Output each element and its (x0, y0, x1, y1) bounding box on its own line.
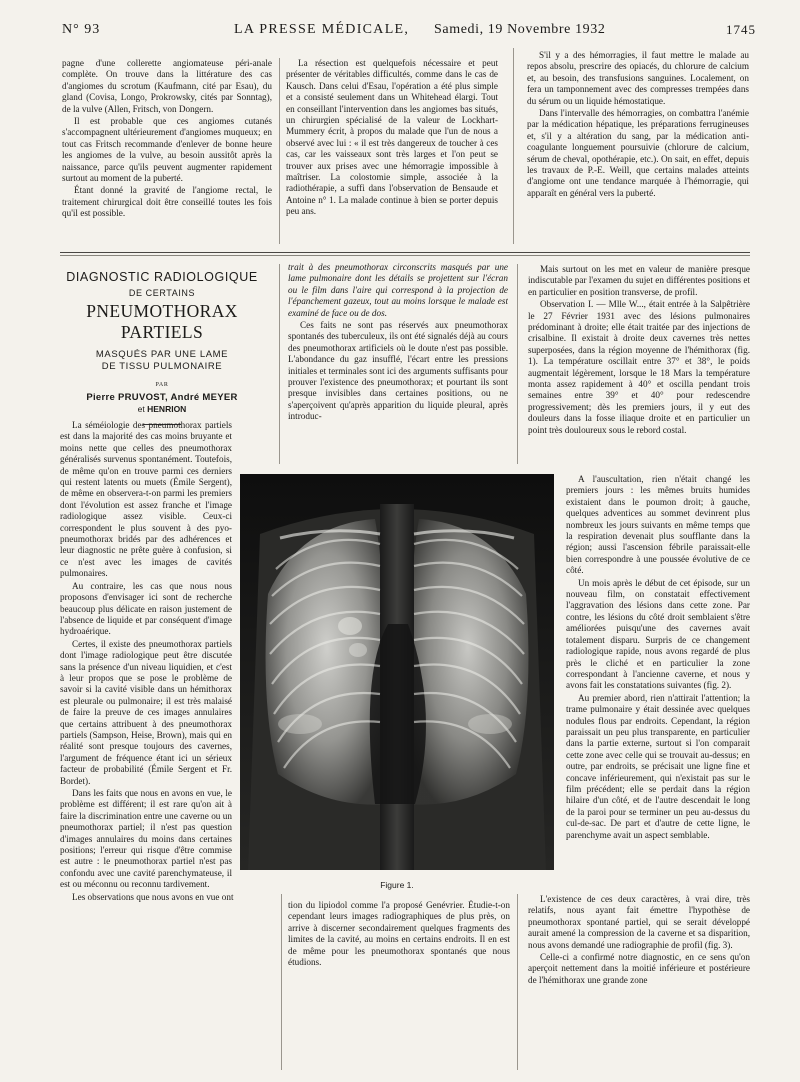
page-header (62, 22, 756, 44)
byline-par: PAR (155, 382, 169, 388)
subtitle-line-2: DE TISSU PULMONAIRE (101, 361, 223, 372)
paragraph: Les observations que nous avons en vue ont (72, 891, 234, 902)
page-number: 1745 (726, 22, 756, 37)
et-word: et (137, 404, 145, 414)
section-divider (60, 252, 750, 253)
column-rule (279, 58, 280, 244)
paragraph: Un mois après le début de cet épisode, sur un nouveau film, on constatait effectivement l'aggravation des lésions dans cette zone. Par contre, les lésions du côté droit semblaient s'être améliorées puisqu'une des cavernes avait totalement disparu. Surpris de ce changement radiologique rapide, nous avons regardé de plus près le cliché et en particulier la zone correspondant à l'ancienne caverne, et nous y avons fait les constatations suivantes (fig. 2). (566, 577, 750, 691)
top-column-1 (62, 58, 272, 248)
chest-xray-image (240, 474, 554, 870)
section-divider-double (60, 255, 750, 256)
paragraph: tion du lipiodol comme l'a proposé Genévrier. Étudie-t-on cependant leurs images radiographiques de plus près, on arrive à discerner secondairement quelques fragments des limites de la cavité, au moins en certains endroits. Il en est de même pour les pneumothorax spontanés que nous étudions. (288, 900, 510, 968)
issue-number: N° 93 (62, 22, 101, 37)
column-rule (517, 894, 518, 1070)
journal-title: LA PRESSE MÉDICALE, (234, 22, 410, 37)
article-subtitle (60, 349, 264, 373)
paragraph: Certes, il existe des pneumothorax partiels dont l'image radiologique peut être discutée sans la présence d'un niveau liquidien, et c'est à leur propos que se pose le problème de savoir si la cavité visible dans un hémithorax est pleurale ou pulmonaire; il est très malaisé de faire la preuve de ces images annulaires que certains attribuent à des pneumothorax partiels (Sampson, Heise, Brown), mais qui en réalité sont presque toujours des cavernes, l'argument de fréquence étant ici un sérieux facteur de probabilité (Émile Sergent et Fr. Bordet). (60, 638, 232, 786)
paragraph: Au contraire, les cas que nous nous proposons d'envisager ici sont de recherche beaucoup plus délicate en raison justement de l'absence de liquide et par conséquent d'image hydroaérique. (60, 580, 232, 637)
paragraph: L'existence de ces deux caractères, à vrai dire, très relatifs, nous ayant fait émettre l'hypothèse de pneumothorax spontané partiel, qui se serait développé aurait amené la compression de la caverne et sa disparition, nous avons demandé une radiographie de profil (fig. 3). (528, 894, 750, 950)
article-column-2-bottom (288, 900, 510, 1070)
paragraph: Il est probable que ces angiomes cutanés s'accompagnent ultérieurement d'angiomes muqueux; en tout cas Fritsch recommande d'enlever de bonne heure les angiomes de la vulve, au besoin aussitôt après la naissance, parce qu'ils peuvent augmenter rapidement surtout au moment de la puberté. (62, 116, 272, 184)
paragraph: Au premier abord, rien n'attirait l'attention; la trame pulmonaire y était dessinée avec quelques nodules flous par endroits. Cependant, la région paraissait un peu plus transparente, en particulier dans la partie externe, surtout si l'on comparait cette zone avec celle qui se trouvait au-dessus; en outre, par endroits, se précisait une ligne fine et concave inférieurement, qui n'existait pas sur le film précédent; elle se perdait dans la région hilaire d'un côté, et de l'autre descendait le long de la paroi pour se terminer un peu au-dessus du cul-de-sac. De part et d'autre de cette ligne, le parenchyme avait un aspect semblable. (566, 692, 750, 840)
title-line-1: DIAGNOSTIC RADIOLOGIQUE (66, 270, 258, 284)
paragraph: pagne d'une collerette angiomateuse péri-anale complète. On trouve dans la littérature des cas d'angiomes du scrotum (Kaufmann, cité par Esau), du gland (Covisa, Longo, Prokrowsky, cités par Sonntag), de la vulve (Allen, Fritsch, von Dongern. (62, 58, 272, 114)
paragraph: Mais surtout on les met en valeur de manière presque indiscutable par l'examen du sujet en différentes positions et en particulier en position transverse, de profil. (528, 264, 750, 297)
article-main-title: PNEUMOTHORAX PARTIELS (86, 301, 238, 342)
authors: Pierre PRUVOST, André MEYER (86, 392, 238, 403)
article-column-3-bottom (528, 894, 750, 1070)
paragraph: Étant donné la gravité de l'angiome rectal, le traitement chirurgical doit être conseillé toutes les fois qu'il est possible. (62, 185, 272, 219)
column-rule (517, 264, 518, 464)
paragraph: Celle-ci a confirmé notre diagnostic, en ce sens qu'on aperçoit nettement dans la moitié inférieure et postérieure de l'hémithorax une grande zone (528, 952, 750, 985)
article-column-3-side (566, 474, 750, 894)
xray-figure (240, 474, 554, 870)
paragraph: Dans l'intervalle des hémorragies, on combattra l'anémie par la médication hépatique, les préparations ferrugineuses et, s'il y a altération du sang, par la médication anti-coagulante longuement poursuivie (chlorure de calcium, sérum de cheval, opothérapie, etc.). On sait, en effet, depuis les travaux de P.-E. Weill, que certains malades atteints d'angiome ont une tendance marquée à l'hémorragie, qui apparaît en général vers la puberté. (527, 108, 749, 198)
column-rule (513, 48, 514, 244)
top-column-2 (286, 58, 498, 248)
figure-caption: Figure 1. (380, 880, 414, 890)
paragraph: Dans les faits que nous en avons en vue, le problème est différent; il est rare qu'on ait à faire la discrimination entre une caverne ou un pneumothorax partiel; il n'est pas question d'images annulaires du moins dans certaines positions; l'erreur qui risque d'être commise est autre : le pneumothorax partiel n'est pas confondu avec une cavité parenchymateuse, il est ou méconnu ou reconnu tardivement. (60, 788, 232, 890)
column-rule (281, 894, 282, 1070)
paragraph: S'il y a des hémorragies, il faut mettre le malade au repos absolu, prescrire des opiacés, du chlorure de calcium et, au besoin, des transfusions sanguines. Localement, on fera un tamponnement avec des compresses trempées dans du sérum ou un liquide hémostatique. (527, 50, 749, 106)
paragraph: Ces faits ne sont pas réservés aux pneumothorax spontanés des tuberculeux, ils ont été signalés déjà au cours des pneumothorax artificiels où le doute n'est pas possible. L'abondance du gaz insufflé, l'écart entre les pressions initiales et terminales sont ici des arguments suffisants pour prouver l'existence des pneumothorax; et pourtant ils sont presque invisibles dans certaines positions, ou ne s'aperçoivent qu'après apparition du liquide pleural, après introduc- (288, 320, 508, 422)
issue-date: Samedi, 19 Novembre 1932 (434, 22, 606, 37)
article-column-3-top (528, 264, 750, 474)
paragraph: trait à des pneumothorax circonscrits masqués par une lame pulmonaire dont les détails se projettent sur l'écran ou le film dans l'aire qui correspond à la projection de l'épanchement gazeux, tout au moins lorsque le malade est examiné de face ou de dos. (288, 262, 508, 318)
float-spacer-top (232, 420, 272, 476)
article-column-2-top (288, 262, 508, 474)
author-3 (60, 404, 264, 414)
column-rule (279, 264, 280, 464)
top-column-3 (527, 50, 749, 248)
paragraph: La résection est quelquefois nécessaire et peut présenter de véritables difficultés, comme dans le cas de Kausch. Dans celui d'Esau, l'opération a été plus simple et a consisté seulement dans un Whitehead élargi. Tout en conseillant l'intervention dans les angiomes bas situés, un chirurgien spécialisé de la valeur de Lockhart-Mummery écrit, à propos du malade que l'un de nous a observé avec lui : « il est très dangereux de toucher à ces cas, car les vaisseaux sont très larges et l'on peut se trouver aux prises avec une hémorragie impossible à maîtriser. La colostomie simple, associée à la radiothérapie, a suffi dans l'observation de Bensaude et Antoine n° 1. La malade continue à bien se porter depuis peu ans. (286, 58, 498, 217)
title-line-2: DE CERTAINS (128, 288, 196, 298)
paragraph: La séméiologie des pneumothorax partiels est dans la majorité des cas moins bruyante et moins nette que celles des pneumothorax généralisés survenus spontanément. Toutefois, de même qu'on en trouve parmi ces derniers qui restent latents ou muets (Émile Sergent), de même en observera-t-on parmi les premiers dont l'évolution est assez franche et l'image radiologique assez visible. Ceux-ci correspondent le plus souvent à des pyo-pneumothorax bridés par des adhérences et leur diagnostic ne prête guère à confusion, si ce n'est avec les images de cavités pulmonaires. (60, 420, 232, 579)
paragraph: A l'auscultation, rien n'était changé les premiers jours : les mêmes bruits humides existaient dans le poumon droit; à gauche, quelques adventices au sommet devinrent plus nombreux les jours suivants en même temps que la respiration devenait plus soufflante dans la région; aussi l'ascension fébrile paraissait-elle bien correspondre à une poussée évolutive de ce côté. (566, 474, 750, 576)
article-title-block (60, 270, 264, 425)
paragraph: Observation I. — Mlle W..., était entrée à la Salpêtrière le 27 Février 1931 avec des lésions pulmonaires prédominant à droite; elle était traitée par des injections de crisalbine. Il existait à droite deux cavernes très nettes superposées, dans la région moyenne de l'hémithorax (fig. 1). La température oscillait entre 37° et 38°, le poids augmentait légèrement, lorsque le 18 Mars la température monta assez rapidement à 40° et oscilla pendant trois semaines entre 39° et 40° pour redescendre progressivement; dès les premiers jours, il y eut des douleurs dans la fosse iliaque droite et en particulier un point très douloureux sous le rebord costal. (528, 299, 750, 435)
subtitle-line-1: MASQUÉS PAR UNE LAME (95, 349, 229, 360)
author-3-name: HENRION (147, 404, 187, 414)
